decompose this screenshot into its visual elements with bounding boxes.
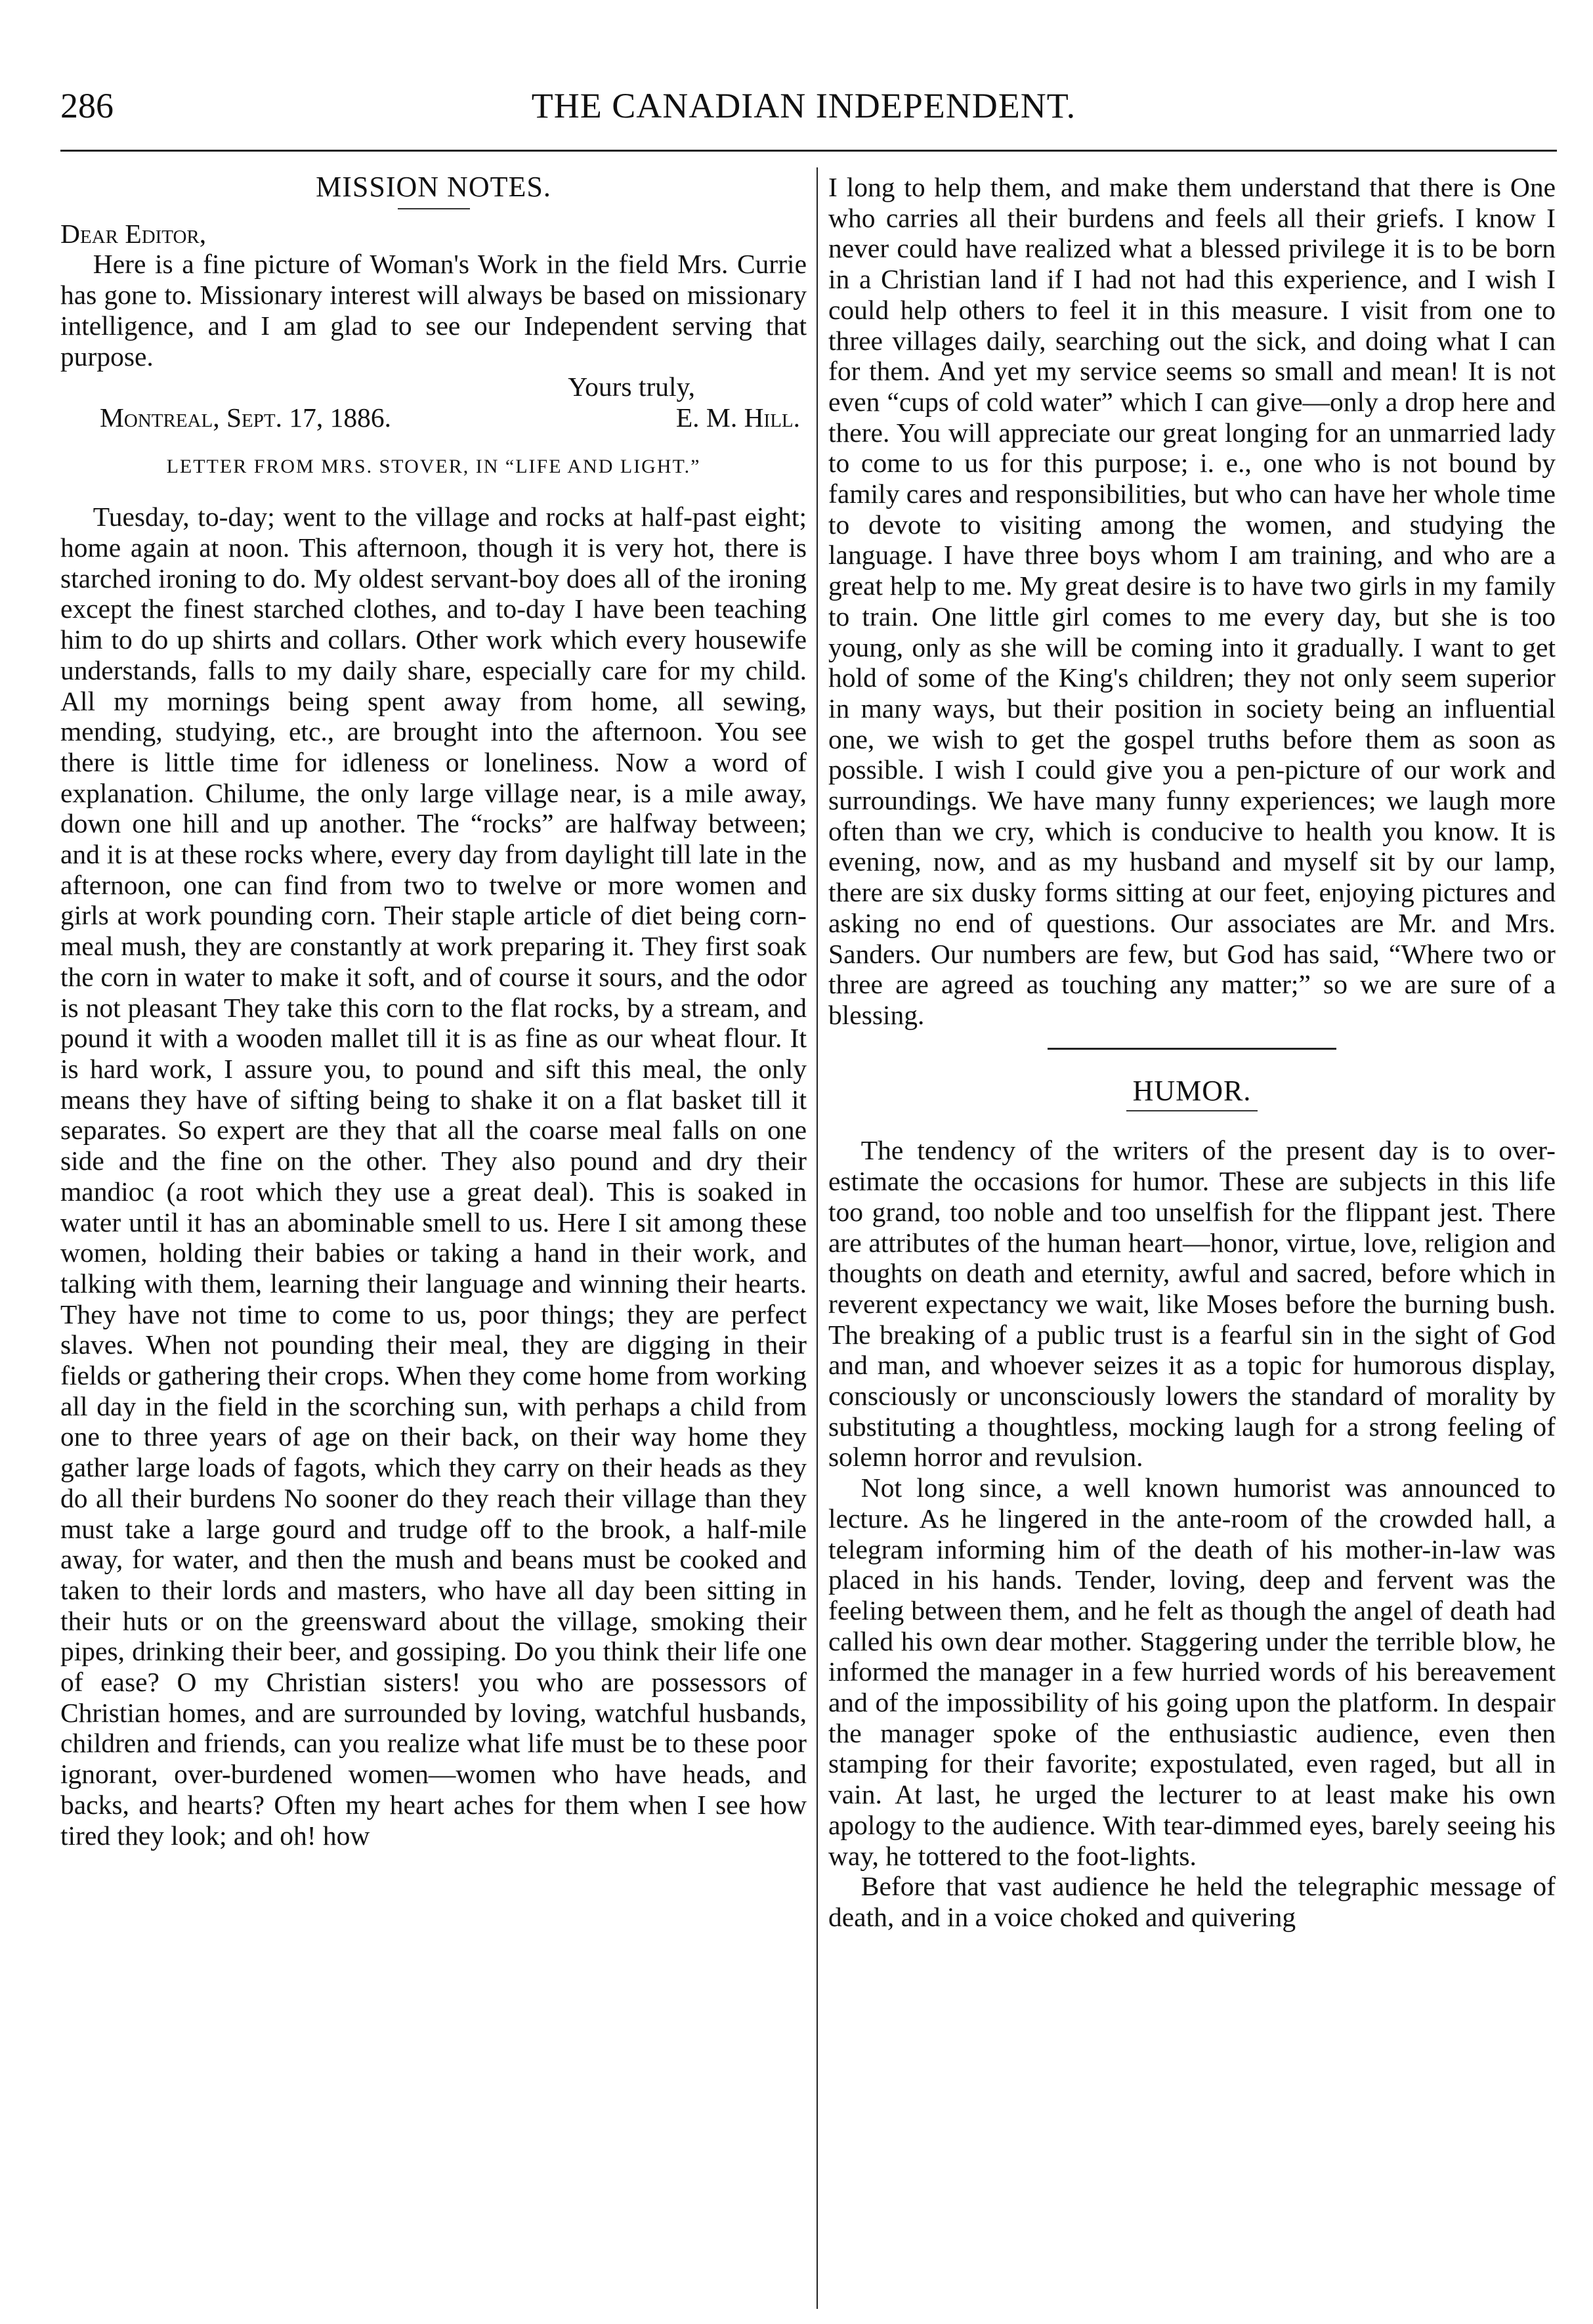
page-number: 286 [60,86,114,125]
humor-paragraph-3: Before that vast audience he held the telegraphic message of death, and in a voice choked and quivering [828,1871,1556,1932]
salutation: Dear Editor, [60,218,207,249]
letter-title: LETTER FROM MRS. STOVER, IN “LIFE AND LIGHT.” [166,455,701,477]
humor-paragraph-2: Not long since, a well known humorist was announced to lecture. As he lingered in the ante-room of the crowded hall, a telegram informing him of the death of his mother-in-law was placed in his hands. Tender, loving, deep and fervent was the feeling between them, and he felt as though the angel of death had called his own dear mother. Staggering under the terrible blow, he informed the manager in a few hurried words of his bereavement and of the impossibility of his going upon the platform. In despair the manager spoke of the enthusiastic audience, even then stamping for their favorite; expostulated, even raged, but all in vain. At last, he urged the lecturer to at least make his own apology to the audience. With tear-dimmed eyes, barely seeing his way, he tottered to the foot-lights. [828,1473,1556,1871]
letter-body-right: I long to help them, and make them understand that there is One who carries all their burdens and feels all their griefs. I know I never could have realized what a blessed privilege it is to be born in a Christian land if I had not had this experience, and I wish I could help others to feel it in this measure. I visit from one to three villages daily, searching out the sick, and doing what I can for them. And yet my service seems so small and mean! It is not even “cups of cold water” which I can give—only a drop here and there. You will appreciate our great longing for an unmarried lady to come to us for this purpose; i. e., one who is not bound by family cares and responsibilities, but who can have her whole time to devote to visiting among the women, and studying the language. I have three boys whom I am training, and who are a great help to me. My great desire is to have two girls in my family to train. One little girl comes to me every day, but she is too young, only as she will be coming into it gradually. I want to get hold of some of the King's children; they not only seem superior in many ways, but their position in society being an influential one, we wish to get the gospel truths before them as soon as possible. I wish I could give you a pen-picture of our work and surroundings. We have many funny experiences; we laugh more often than we cry, which is conducive to health you know. It is evening, now, and as my husband and myself sit by our lamp, there are six dusky forms sitting at our feet, enjoying pictures and asking no end of questions. Our associates are Mr. and Mrs. Sanders. Our numbers are few, but God has said, “Where two or three are agreed as touching any matter;” so we are sure of a blessing. [828,172,1556,1030]
humor-heading-rule [1126,1110,1258,1111]
place-date: Montreal, Sept. 17, 1886. [100,402,391,433]
publication-title: THE CANADIAN INDEPENDENT. [531,86,1076,125]
header-rule [60,150,1557,152]
column-divider [817,167,818,2309]
right-column [828,172,1556,1933]
closing: Yours truly, [568,372,695,402]
page-header [60,85,1547,144]
section-rule [1048,1048,1336,1050]
left-column [60,172,807,1851]
mission-notes-heading: MISSION NOTES. [316,171,551,203]
signer: E. M. Hill. [675,402,800,433]
heading-rule [398,208,470,209]
letter-body-left: Tuesday, to-day; went to the village and rocks at half-past eight; home again at noon. This afternoon, though it is very hot, there is starched ironing to do. My oldest servant-boy does all of the ironing except the finest starched clothes, and to-day I have been teaching him to do up shirts and collars. Other work which every housewife understands, falls to my daily share, especially care for my child. All my mornings being spent away from home, all sewing, mending, studying, etc., are brought into the afternoon. You see there is little time for idleness or loneliness. Now a word of explanation. Chilume, the only large village near, is a mile away, down one hill and up another. The “rocks” are halfway between; and it is at these rocks where, every day from daylight till late in the afternoon, one can find from two to twelve or more women and girls at work pounding corn. Their staple article of diet being corn-meal mush, they are constantly at work preparing it. They first soak the corn in water to make it soft, and of course it sours, and the odor is not pleasant They take this corn to the flat rocks, by a stream, and pound it with a wooden mallet till it is as fine as our wheat flour. It is hard work, I assure you, to pound and sift this meal, the only means they have of sifting being to shake it on a flat basket till it separates. So expert are they that all the coarse meal falls on one side and the fine on the other. They also pound and dry their mandioc (a root which they use a great deal). This is soaked in water until it has an abominable smell to us. Here I sit among these women, holding their babies or taking a hand in their work, and talking with them, learning their language and winning their hearts. They have not time to come to us, poor things; they are perfect slaves. When not pounding their meal, they are digging in their fields or gathering their crops. When they come home from working all day in the field in the scorching sun, with perhaps a child from one to three years of age on their back, on their way home they gather large loads of fagots, which they carry on their heads as they do all their burdens No sooner do they reach their village than they must take a large gourd and trudge off to the brook, a half-mile away, for water, and then the mush and beans must be cooked and taken to their lords and masters, who have all day been sitting in their huts or on the greensward about the village, smoking their pipes, drinking their beer, and gossiping. Do you think their life one of ease? O my Christian sisters! you who are possessors of Christian homes, and are surrounded by loving, watchful husbands, children and friends, can you realize what life must be to these poor ignorant, over-burdened women—women who have heads, and backs, and hearts? Often my heart aches for them when I see how tired they look; and oh! how [60,502,807,1851]
humor-heading: HUMOR. [1132,1074,1252,1107]
editor-note: Here is a fine picture of Woman's Work in the field Mrs. Currie has gone to. Missionary interest will always be based on missionary intelligence, and I am glad to see our Independent serving that purpose. [60,249,807,372]
signature-line [60,402,807,433]
humor-paragraph-1: The tendency of the writers of the present day is to over-estimate the occasions for humor. These are subjects in this life too grand, too noble and too unselfish for the flippant jest. There are attributes of the human heart—honor, virtue, love, religion and thoughts on death and eternity, awful and sacred, before which in reverent expectancy we wait, like Moses before the burning bush. The breaking of a public trust is a fearful sin in the sight of God and man, and whoever seizes it as a topic for humorous display, consciously or unconsciously lowers the standard of morality by substituting a thoughtless, mocking laugh for a strong feeling of solemn horror and revulsion. [828,1135,1556,1473]
